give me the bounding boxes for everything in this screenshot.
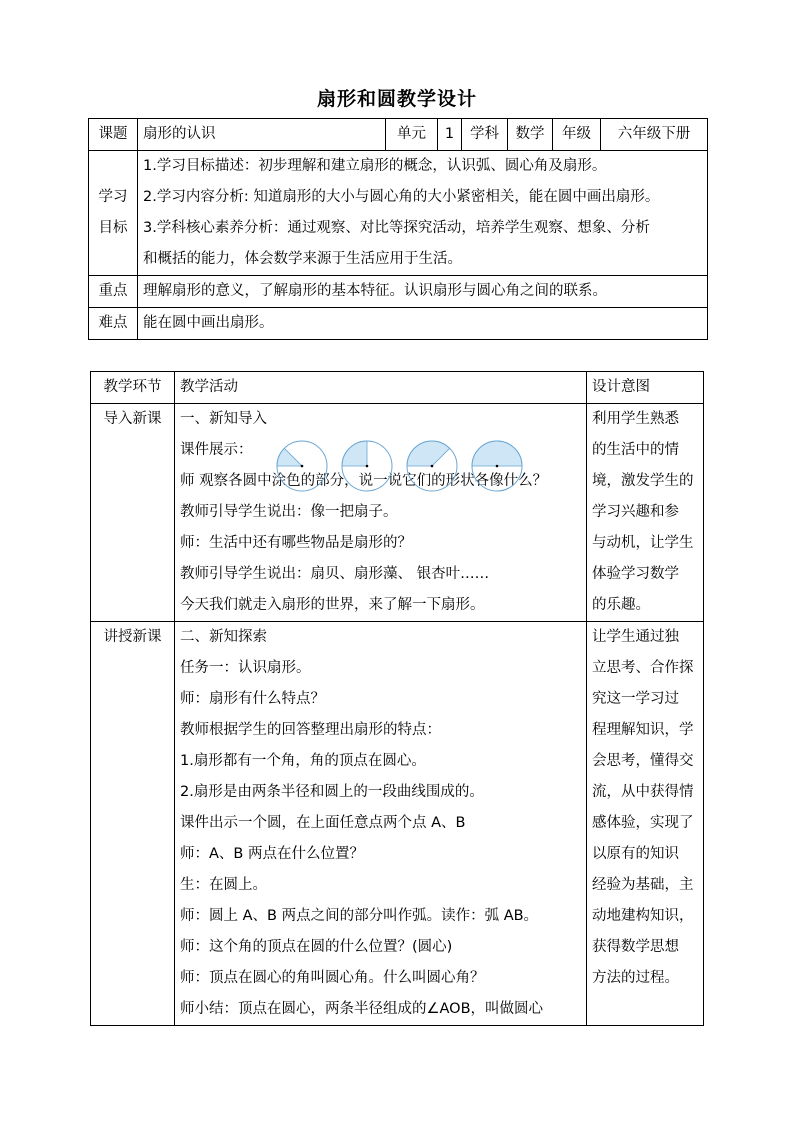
shaded-sector	[472, 441, 522, 466]
intent-line: 让学生通过独	[592, 629, 679, 645]
figure-label: 课件展示：	[180, 442, 253, 458]
activity-line: 师：A、B 两点在什么位置？	[180, 846, 364, 862]
stage-teaching: 讲授新课	[91, 622, 175, 1026]
intent-line: 学习兴趣和参	[592, 504, 679, 520]
course-value: 扇形的认识	[138, 119, 386, 151]
intent-line: 经验为基础，主	[592, 877, 694, 893]
stage-intro: 导入新课	[91, 404, 175, 622]
activity-line: 一、新知导入	[180, 411, 267, 427]
intent-line: 感体验，实现了	[592, 815, 694, 831]
intent-line: 以原有的知识	[592, 846, 679, 862]
intent-line: 会思考，懂得交	[592, 753, 694, 769]
grade-label: 年级	[553, 119, 601, 151]
header-stage: 教学环节	[91, 372, 175, 404]
intent-line: 究这一学习过	[592, 691, 679, 707]
intent-line: 方法的过程。	[592, 970, 679, 986]
goal-line: 1.学习目标描述：初步理解和建立扇形的概念，认识弧、圆心角及扇形。	[143, 158, 607, 174]
goals-content	[138, 151, 708, 276]
header-activity: 教学活动	[175, 372, 587, 404]
shaded-sector	[407, 441, 450, 466]
intent-line: 境，激发学生的	[592, 473, 694, 489]
sector-figure	[405, 439, 459, 493]
activity-line: 教师引导学生说出：像一把扇子。	[180, 504, 398, 520]
activity-line: 师：顶点在圆心的角叫圆心角。什么叫圆心角？	[180, 970, 485, 986]
unit-label: 单元	[386, 119, 438, 151]
activity-intro	[175, 404, 587, 622]
goals-label-line-1: 学习	[98, 189, 128, 205]
header-intent: 设计意图	[587, 372, 704, 404]
activity-line: 师 观察各圆中涂色的部分，说一说它们的形状各像什么？	[180, 473, 548, 489]
course-label: 课题	[89, 119, 138, 151]
intent-line: 利用学生熟悉	[592, 411, 679, 427]
activity-line: 二、新知探索	[180, 629, 267, 645]
goal-line: 2.学习内容分析: 知道扇形的大小与圆心角的大小紧密相关，能在圆中画出扇形。	[143, 189, 660, 205]
lesson-table	[90, 371, 704, 1026]
intent-line: 流，从中获得情	[592, 784, 694, 800]
activity-line: 今天我们就走入扇形的世界，来了解一下扇形。	[180, 597, 485, 613]
intent-line: 立思考、合作探	[592, 660, 694, 676]
subject-value: 数学	[508, 119, 553, 151]
shaded-sector	[277, 448, 302, 466]
goals-label	[89, 151, 138, 276]
center-point	[496, 465, 499, 468]
activity-line: 1.扇形都有一个角，角的顶点在圆心。	[180, 753, 426, 769]
activity-line: 师：这个角的顶点在圆的什么位置？(圆心)	[180, 939, 453, 955]
sector-figure	[275, 439, 329, 493]
subject-label: 学科	[462, 119, 508, 151]
difficulty-value: 能在圆中画出扇形。	[138, 308, 708, 340]
activity-line: 教师引导学生说出：扇贝、扇形藻、 银杏叶……	[180, 566, 490, 582]
activity-line: 师：生活中还有哪些物品是扇形的？	[180, 535, 412, 551]
activity-line: 师：扇形有什么特点？	[180, 691, 325, 707]
activity-teaching	[175, 622, 587, 1026]
difficulty-label: 难点	[89, 308, 138, 340]
activity-line: 任务一：认识扇形。	[180, 660, 311, 676]
activity-line: 2.扇形是由两条半径和圆上的一段曲线围成的。	[180, 784, 484, 800]
page-title: 扇形和圆教学设计	[316, 88, 477, 110]
activity-line: 师小结：顶点在圆心，两条半径组成的∠AOB，叫做圆心	[180, 1001, 544, 1017]
activity-line: 师：圆上 A、B 两点之间的部分叫作弧。读作：弧 AB。	[180, 908, 539, 924]
goals-label-line-2: 目标	[98, 220, 128, 236]
activity-line: 教师根据学生的回答整理出扇形的特点：	[180, 722, 441, 738]
sector-figure	[340, 439, 394, 493]
key-label: 重点	[89, 276, 138, 308]
center-point	[301, 465, 304, 468]
intent-line: 获得数学思想	[592, 939, 679, 955]
goal-line: 3.学科核心素养分析：通过观察、对比等探究活动，培养学生观察、想象、分析	[143, 220, 650, 236]
intent-teaching	[587, 622, 704, 1026]
activity-line: 课件出示一个圆，在上面任意点两个点 A、B	[180, 815, 466, 831]
sector-figure	[470, 439, 524, 493]
intent-line: 与动机，让学生	[592, 535, 694, 551]
figure-row	[180, 435, 586, 466]
grade-value: 六年级下册	[601, 119, 708, 151]
info-table	[88, 118, 708, 340]
intent-line: 的生活中的情	[592, 442, 679, 458]
intent-line: 程理解知识，学	[592, 722, 694, 738]
unit-value: 1	[438, 119, 462, 151]
intent-line: 体验学习数学	[592, 566, 679, 582]
key-value: 理解扇形的意义，了解扇形的基本特征。认识扇形与圆心角之间的联系。	[138, 276, 708, 308]
center-point	[431, 465, 434, 468]
intent-intro	[587, 404, 704, 622]
activity-line: 生：在圆上。	[180, 877, 267, 893]
intent-line: 动地建构知识，	[592, 908, 694, 924]
center-point	[366, 465, 369, 468]
intent-line: 的乐趣。	[592, 597, 650, 613]
goal-line: 和概括的能力，体会数学来源于生活应用于生活。	[143, 251, 462, 267]
